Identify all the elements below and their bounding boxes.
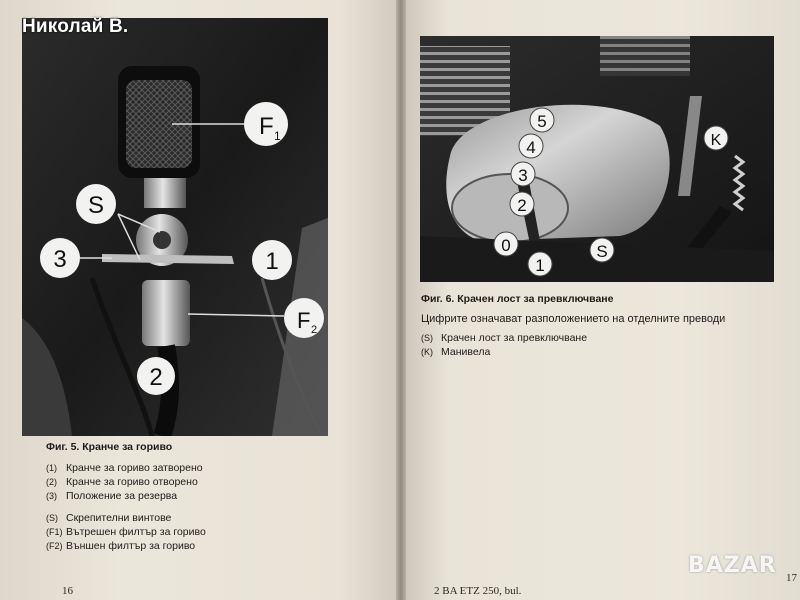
svg-text:5: 5 bbox=[537, 112, 547, 131]
svg-text:2: 2 bbox=[311, 324, 318, 336]
figure-6-legend bbox=[421, 331, 587, 359]
svg-text:F: F bbox=[297, 308, 311, 333]
uploader-watermark: Николай В. bbox=[22, 16, 129, 37]
legend-row: (S) Скрепителни винтове bbox=[46, 512, 172, 524]
figure-6-description: Цифрите означават разположението на отделните преводи bbox=[421, 313, 726, 325]
page-number-left: 16 bbox=[62, 585, 73, 597]
figure-5-caption: Фиг. 5. Кранче за гориво bbox=[46, 441, 173, 453]
svg-text:0: 0 bbox=[501, 236, 511, 255]
gear-callout-3 bbox=[511, 162, 535, 186]
svg-text:1: 1 bbox=[535, 256, 545, 275]
page-footer-right: 2 BA ETZ 250, bul. bbox=[434, 585, 522, 597]
figure-5-legend bbox=[46, 461, 206, 553]
legend-row: (S) Крачен лост за превключване bbox=[421, 332, 588, 344]
bazar-logo-text: BAZAR bbox=[688, 553, 777, 578]
svg-text:3: 3 bbox=[53, 246, 67, 273]
svg-text:F: F bbox=[259, 113, 274, 140]
legend-row: (F1) Вътрешен филтър за гориво bbox=[46, 526, 206, 538]
legend-row: (1) Кранче за гориво затворено bbox=[46, 462, 203, 474]
callout-s bbox=[76, 184, 116, 224]
gear-lever-photo bbox=[420, 36, 774, 282]
svg-text:4: 4 bbox=[526, 138, 536, 157]
legend-row: (2) Кранче за гориво отворено bbox=[46, 476, 198, 488]
figure-6-caption: Фиг. 6. Крачен лост за превключване bbox=[421, 293, 614, 305]
callout-3 bbox=[40, 238, 80, 278]
legend-row: (F2) Външен филтър за гориво bbox=[46, 540, 196, 552]
svg-text:K: K bbox=[710, 132, 722, 149]
svg-text:3: 3 bbox=[518, 166, 528, 185]
callout-2 bbox=[137, 357, 175, 395]
svg-text:1: 1 bbox=[274, 129, 281, 143]
fuel-tap-photo bbox=[22, 18, 328, 436]
gear-callout-1 bbox=[528, 252, 552, 276]
bazar-logo bbox=[688, 553, 788, 587]
legend-row: (3) Положение за резерва bbox=[46, 490, 178, 502]
callout-f2 bbox=[284, 298, 324, 338]
gear-callout-2 bbox=[510, 192, 534, 216]
svg-text:2: 2 bbox=[149, 364, 163, 391]
gear-callout-k bbox=[704, 126, 728, 150]
svg-text:S: S bbox=[596, 242, 608, 261]
svg-text:1: 1 bbox=[265, 248, 279, 275]
svg-text:2: 2 bbox=[517, 196, 527, 215]
callout-f1 bbox=[244, 102, 288, 146]
page-number-right: 17 bbox=[786, 572, 797, 584]
gear-callout-4 bbox=[519, 134, 543, 158]
gear-callout-0 bbox=[494, 232, 518, 256]
legend-row: (K) Манивела bbox=[421, 346, 491, 358]
gear-callout-s bbox=[590, 238, 614, 262]
callout-1 bbox=[252, 240, 292, 280]
svg-text:S: S bbox=[87, 192, 105, 219]
book-spine bbox=[396, 0, 406, 600]
gear-callout-5 bbox=[530, 108, 554, 132]
